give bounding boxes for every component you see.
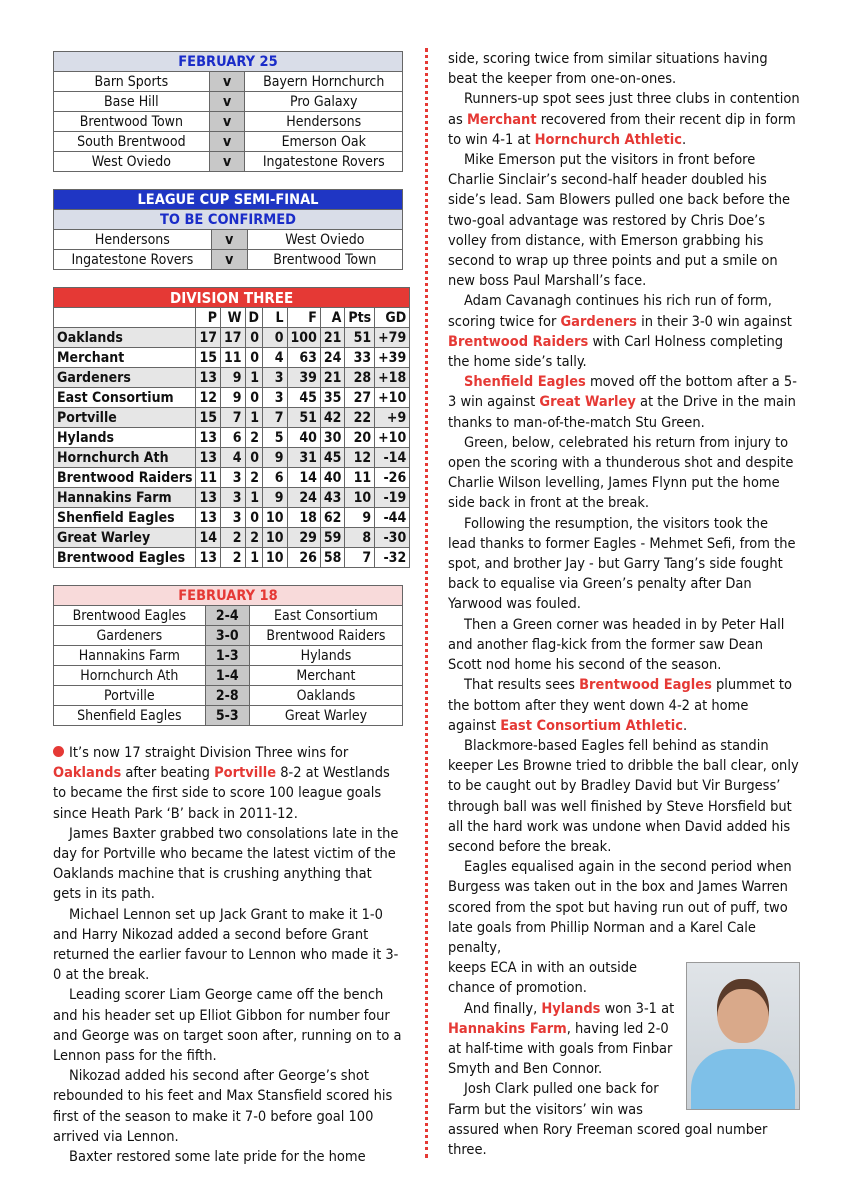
stat-p: 14 [196,528,221,548]
stat-gd: -30 [375,528,410,548]
away-team: Brentwood Raiders [249,626,402,646]
team-name: Brentwood Eagles [54,548,196,568]
player-shirt [691,1049,795,1110]
stat-d: 2 [245,528,262,548]
league-row [54,508,410,528]
league-row [54,468,410,488]
paragraph-text: in their 3-0 win against [636,313,792,330]
col-header: P [196,308,221,328]
match-score: 2-8 [205,686,249,706]
stat-p: 13 [196,488,221,508]
stat-f: 18 [287,508,320,528]
stat-f: 14 [287,468,320,488]
paragraph-text: And finally, [464,1000,542,1017]
article-paragraph [448,49,800,89]
stat-f: 45 [287,388,320,408]
league-row [54,528,410,548]
league-title: DIVISION THREE [54,288,410,308]
col-header: GD [375,308,410,328]
result-row [54,666,403,686]
paragraph-text: Then a Green corner was headed in by Peter Hall and another flag-kick from the former saw Dean Scott nod home his second of the season. [448,616,785,674]
paragraph-text: Adam Cavanagh continues his rich run of form, scoring twice for [448,293,772,330]
article-paragraph [448,675,800,736]
home-team: Ingatestone Rovers [54,250,212,270]
article-paragraph [448,89,800,150]
stat-pts: 10 [345,488,375,508]
col-header: L [263,308,288,328]
stat-f: 24 [287,488,320,508]
team-name: Oaklands [54,328,196,348]
stat-w: 3 [221,468,246,488]
stat-a: 35 [320,388,345,408]
stat-pts: 20 [345,428,375,448]
stat-gd: -19 [375,488,410,508]
stat-gd: +18 [375,368,410,388]
paragraph-text: Nikozad added his second after George’s shot rebounded to his feet and Max Stansfield scored his first of the season to make it 7-0 before goal 100 arrived via Lennon. [53,1068,393,1145]
league-row [54,388,410,408]
stat-w: 7 [221,408,246,428]
cup-fixtures-table [53,189,403,270]
stat-a: 21 [320,328,345,348]
stat-pts: 51 [345,328,375,348]
team-name: Gardeners [54,368,196,388]
home-team: Portville [54,686,206,706]
paragraph-text: 8-2 at Westlands to became the first side to score 100 league goals since Heath Park ‘B’ back in 2011-12. [53,765,390,822]
team-highlight: Shenfield Eagles [464,374,586,391]
team-name: Merchant [54,348,196,368]
home-team: West Oviedo [54,152,210,172]
stat-p: 15 [196,348,221,368]
team-highlight: Hannakins Farm [448,1020,567,1037]
league-row [54,428,410,448]
player-photo [686,962,800,1110]
stat-gd: +79 [375,328,410,348]
stat-l: 10 [263,548,288,568]
stat-gd: -44 [375,508,410,528]
match-score: 1-4 [205,666,249,686]
team-name: Shenfield Eagles [54,508,196,528]
player-head [717,979,769,1043]
stat-l: 5 [263,428,288,448]
paragraph-text: recovered from their recent dip in form to win 4-1 at [448,111,796,148]
bullet-icon [53,746,64,757]
stat-a: 30 [320,428,345,448]
feb25-fixtures-table [53,51,403,172]
stat-f: 29 [287,528,320,548]
team-highlight: Brentwood Eagles [579,677,712,694]
stat-a: 62 [320,508,345,528]
article-paragraph [53,1147,403,1167]
feb25-title: FEBRUARY 25 [54,52,403,72]
result-row [54,706,403,726]
away-team: Merchant [249,666,402,686]
home-team: Hannakins Farm [54,646,206,666]
stat-f: 51 [287,408,320,428]
stat-l: 9 [263,488,288,508]
league-row [54,368,410,388]
paragraph-text: with Carl Holness completing the home side’s tally. [448,333,784,371]
stat-d: 1 [245,368,262,388]
stat-pts: 28 [345,368,375,388]
result-row [54,686,403,706]
versus: v [211,230,247,250]
stat-pts: 12 [345,448,375,468]
left-column [53,51,407,1167]
cup-subtitle: TO BE CONFIRMED [54,210,403,230]
match-score: 1-3 [205,646,249,666]
fixture-row [54,72,403,92]
stat-f: 39 [287,368,320,388]
match-score: 5-3 [205,706,249,726]
stat-w: 17 [221,328,246,348]
column-divider [425,48,428,1158]
versus: v [211,250,247,270]
away-team: Brentwood Town [247,250,402,270]
away-team: East Consortium [249,606,402,626]
stat-p: 13 [196,448,221,468]
col-header: F [287,308,320,328]
versus: v [209,92,245,112]
versus: v [209,112,245,132]
stat-w: 3 [221,508,246,528]
stat-d: 0 [245,388,262,408]
stat-l: 6 [263,468,288,488]
stat-pts: 27 [345,388,375,408]
right-column [448,49,800,1160]
home-team: Shenfield Eagles [54,706,206,726]
team-highlight: Merchant [466,111,537,128]
paragraph-text: moved off the bottom after a 5-3 win against [448,374,797,411]
stat-a: 24 [320,348,345,368]
stat-a: 43 [320,488,345,508]
paragraph-text: James Baxter grabbed two consolations late in the day for Portville who became the latest victim of the Oaklands machine that is crushing anything that gets in its path. [53,825,399,903]
league-row [54,348,410,368]
home-team: Hornchurch Ath [54,666,206,686]
paragraph-text: . [681,131,687,148]
feb18-title: FEBRUARY 18 [54,586,403,606]
article-paragraph [448,857,800,958]
stat-a: 21 [320,368,345,388]
paragraph-text: Baxter restored some late pride for the home [69,1149,366,1166]
team-highlight: Hornchurch Athletic [534,131,682,148]
home-team: Brentwood Eagles [54,606,206,626]
stat-gd: -32 [375,548,410,568]
versus: v [209,72,245,92]
paragraph-text: Blackmore-based Eagles fell behind as standin keeper Les Browne tried to dribble the ball clear, only to be caught out by Bradley David but Vir Burgess’ through ball was well finished by Steve Horsfield but all the hard work was undone when David added his second before the break. [448,737,799,855]
home-team: Base Hill [54,92,210,112]
stat-l: 10 [263,508,288,528]
team-highlight: Hylands [541,1000,601,1017]
stat-p: 12 [196,388,221,408]
team-highlight: Brentwood Raiders [448,333,589,350]
stat-w: 4 [221,448,246,468]
article-paragraph [448,433,800,514]
paragraph-text: Josh Clark pulled one back for Farm but the visitors’ win was assured when Rory Freeman scored goal number three. [448,1081,768,1158]
league-row [54,488,410,508]
fixture-row [54,132,403,152]
cup-fixture-row [54,230,403,250]
away-team: Ingatestone Rovers [245,152,403,172]
paragraph-text: Mike Emerson put the visitors in front before Charlie Sinclair’s second-half header doubled his side’s lead. Sam Blowers pulled one back before the two-goal advantage was restored by Chris Doe’s volley from distance, with Emerson grabbing his second to wrap up three points and put a smile on new boss Paul Marshall’s face. [448,152,791,290]
away-team: Pro Galaxy [245,92,403,112]
stat-d: 0 [245,508,262,528]
stat-gd: +39 [375,348,410,368]
article-paragraph [53,1066,403,1147]
stat-p: 15 [196,408,221,428]
stat-gd: +10 [375,388,410,408]
article-paragraph [448,615,800,676]
stat-pts: 33 [345,348,375,368]
paragraph-text: side, scoring twice from similar situations having beat the keeper from one-on-ones. [448,51,768,88]
article-paragraph [448,291,800,372]
article-right [448,49,800,1160]
league-row [54,328,410,348]
team-highlight: Great Warley [539,394,636,411]
stat-w: 6 [221,428,246,448]
stat-p: 13 [196,548,221,568]
team-name: Hannakins Farm [54,488,196,508]
paragraph-text: Leading scorer Liam George came off the bench and his header set up Elliot Gibbon for number four and George was on target soon after, running on to a Lennon pass for the fifth. [53,987,402,1065]
stat-gd: -26 [375,468,410,488]
paragraph-text: keeps ECA in with an outside chance of promotion. [448,960,638,997]
stat-pts: 22 [345,408,375,428]
home-team: South Brentwood [54,132,210,152]
stat-l: 3 [263,388,288,408]
article-left [53,743,403,1167]
league-header-row [54,308,410,328]
paragraph-text: It’s now 17 straight Division Three wins for [69,745,349,761]
paragraph-text: after beating [121,765,215,782]
stat-p: 13 [196,368,221,388]
team-name: East Consortium [54,388,196,408]
team-name: Brentwood Raiders [54,468,196,488]
stat-f: 63 [287,348,320,368]
col-header: Pts [345,308,375,328]
stat-w: 2 [221,548,246,568]
paragraph-text: Eagles equalised again in the second period when Burgess was taken out in the box and James Warren scored from the spot but having run out of puff, two late goals from Phillip Norman and a Karel Cale penalty, [448,859,792,956]
home-team: Brentwood Town [54,112,210,132]
stat-p: 13 [196,508,221,528]
feb18-results-table [53,585,403,726]
away-team: Bayern Hornchurch [245,72,403,92]
team-highlight: Portville [214,765,277,782]
team-col-header [54,308,196,328]
away-team: Hylands [249,646,402,666]
fixture-row [54,92,403,112]
result-row [54,606,403,626]
stat-l: 3 [263,368,288,388]
article-paragraph [448,372,800,433]
stat-l: 4 [263,348,288,368]
stat-f: 40 [287,428,320,448]
paragraph-text: That results sees [464,677,580,694]
stat-w: 3 [221,488,246,508]
paragraph-text: plummet to the bottom after they went down 4-2 at home against [448,677,792,734]
team-name: Great Warley [54,528,196,548]
stat-d: 1 [245,548,262,568]
fixture-row [54,112,403,132]
away-team: Oaklands [249,686,402,706]
article-paragraph [448,150,800,291]
stat-a: 58 [320,548,345,568]
stat-f: 100 [287,328,320,348]
stat-gd: +9 [375,408,410,428]
stat-d: 0 [245,348,262,368]
article-paragraph [448,514,800,615]
stat-d: 1 [245,408,262,428]
stat-d: 2 [245,428,262,448]
league-row [54,548,410,568]
team-highlight: Oaklands [53,765,122,782]
fixture-row [54,152,403,172]
team-name: Portville [54,408,196,428]
stat-gd: -14 [375,448,410,468]
home-team: Gardeners [54,626,206,646]
stat-l: 10 [263,528,288,548]
stat-d: 2 [245,468,262,488]
versus: v [209,152,245,172]
stat-pts: 11 [345,468,375,488]
team-name: Hornchurch Ath [54,448,196,468]
stat-a: 45 [320,448,345,468]
versus: v [209,132,245,152]
paragraph-text: Following the resumption, the visitors took the lead thanks to former Eagles - Mehmet Sefi, from the spot, and brother Jay - but Garry Tang’s side fought back to equalise via Green’s penalty after Dan Yarwood was fouled. [448,515,796,613]
league-table [53,287,410,568]
result-row [54,626,403,646]
stat-l: 7 [263,408,288,428]
away-team: Emerson Oak [245,132,403,152]
home-team: Hendersons [54,230,212,250]
stat-p: 17 [196,328,221,348]
stat-p: 11 [196,468,221,488]
match-score: 3-0 [205,626,249,646]
team-highlight: Gardeners [560,313,637,330]
stat-a: 59 [320,528,345,548]
stat-l: 0 [263,328,288,348]
article-paragraph [53,824,403,905]
stat-gd: +10 [375,428,410,448]
stat-w: 9 [221,368,246,388]
away-team: Hendersons [245,112,403,132]
stat-d: 0 [245,448,262,468]
cup-title: LEAGUE CUP SEMI-FINAL [54,190,403,210]
stat-pts: 9 [345,508,375,528]
paragraph-text: Green, below, celebrated his return from injury to open the scoring with a thunderous shot and despite Charlie Wilson levelling, James Flynn put the home side back in front at the break. [448,434,794,512]
stat-d: 0 [245,328,262,348]
away-team: Great Warley [249,706,402,726]
team-highlight: East Consortium Athletic [500,717,683,734]
away-team: West Oviedo [247,230,402,250]
paragraph-text: , having led 2-0 at half-time with goals from Finbar Smyth and Ben Connor. [448,1020,673,1078]
stat-d: 1 [245,488,262,508]
league-row [54,408,410,428]
result-row [54,646,403,666]
stat-w: 11 [221,348,246,368]
article-paragraph [53,905,403,986]
cup-fixture-row [54,250,403,270]
stat-pts: 8 [345,528,375,548]
col-header: D [245,308,262,328]
paragraph-text: Michael Lennon set up Jack Grant to make it 1-0 and Harry Nikozad added a second before Grant returned the earlier favour to Lennon who made it 3-0 at the break. [53,906,399,984]
paragraph-text: at the Drive in the main thanks to man-of-the-match Stu Green. [448,394,796,431]
stat-l: 9 [263,448,288,468]
article-paragraph [448,736,800,857]
stat-w: 2 [221,528,246,548]
stat-w: 9 [221,388,246,408]
paragraph-text: Runners-up spot sees just three clubs in contention as [448,91,800,128]
paragraph-text: . [682,717,688,734]
paragraph-text: won 3-1 at [600,1000,675,1017]
stat-a: 42 [320,408,345,428]
article-paragraph [53,743,403,824]
col-header: A [320,308,345,328]
col-header: W [221,308,246,328]
home-team: Barn Sports [54,72,210,92]
stat-p: 13 [196,428,221,448]
team-name: Hylands [54,428,196,448]
article-paragraph [53,985,403,1066]
league-row [54,448,410,468]
stat-pts: 7 [345,548,375,568]
stat-a: 40 [320,468,345,488]
stat-f: 31 [287,448,320,468]
stat-f: 26 [287,548,320,568]
match-score: 2-4 [205,606,249,626]
